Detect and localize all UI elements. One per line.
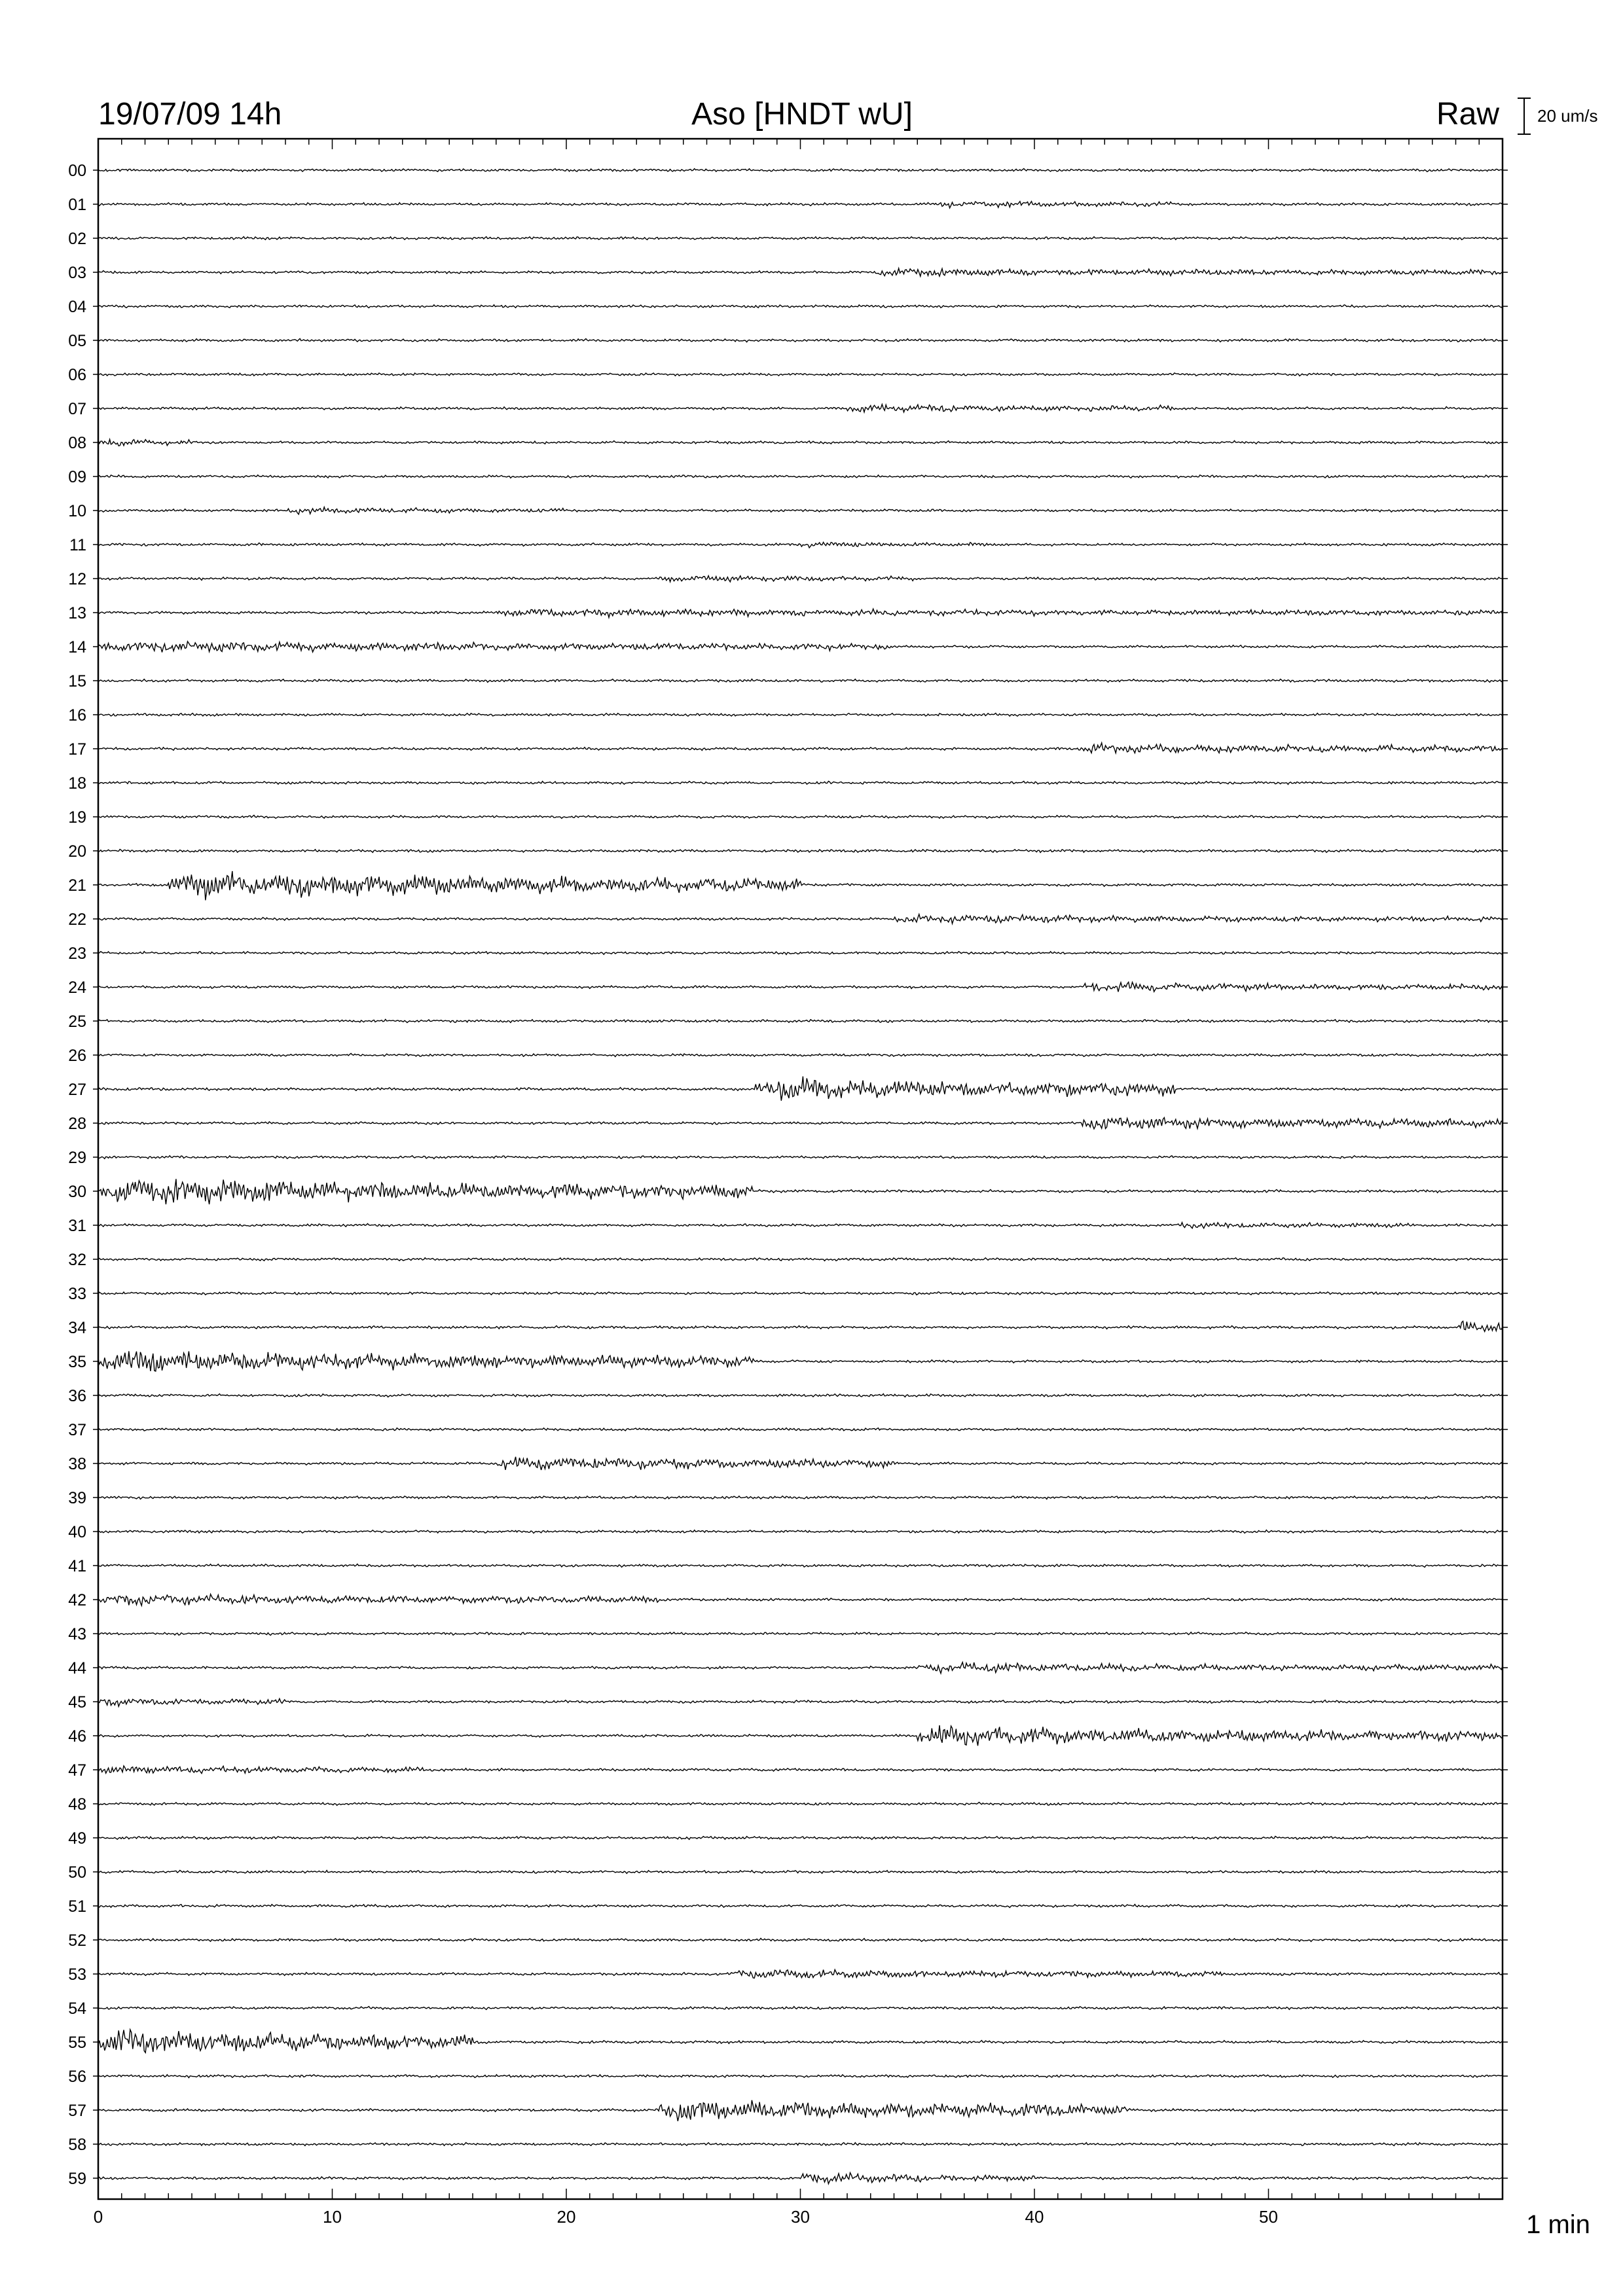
row-label-25: 25 <box>68 1013 86 1031</box>
row-label-56: 56 <box>68 2068 86 2086</box>
row-label-57: 57 <box>68 2102 86 2120</box>
row-label-14: 14 <box>68 638 86 656</box>
row-label-49: 49 <box>68 1829 86 1848</box>
row-label-00: 00 <box>68 162 86 180</box>
row-label-40: 40 <box>68 1523 86 1541</box>
row-label-16: 16 <box>68 706 86 725</box>
row-label-31: 31 <box>68 1217 86 1235</box>
row-label-39: 39 <box>68 1489 86 1507</box>
row-label-44: 44 <box>68 1659 86 1677</box>
row-label-38: 38 <box>68 1455 86 1473</box>
row-label-55: 55 <box>68 2034 86 2052</box>
row-label-06: 06 <box>68 366 86 384</box>
row-label-32: 32 <box>68 1251 86 1269</box>
row-label-15: 15 <box>68 672 86 691</box>
row-label-29: 29 <box>68 1149 86 1167</box>
row-label-09: 09 <box>68 468 86 486</box>
row-label-48: 48 <box>68 1795 86 1814</box>
x-axis-unit-label: 1 min <box>1526 2210 1590 2239</box>
row-label-20: 20 <box>68 842 86 861</box>
row-label-27: 27 <box>68 1081 86 1099</box>
row-label-18: 18 <box>68 774 86 793</box>
row-label-52: 52 <box>68 1931 86 1950</box>
row-label-50: 50 <box>68 1863 86 1882</box>
row-label-26: 26 <box>68 1047 86 1065</box>
x-tick-label-30: 30 <box>791 2207 810 2227</box>
mode-label: Raw <box>1436 97 1499 132</box>
row-label-08: 08 <box>68 434 86 452</box>
row-label-33: 33 <box>68 1285 86 1303</box>
row-label-51: 51 <box>68 1897 86 1916</box>
row-label-04: 04 <box>68 298 86 316</box>
row-label-13: 13 <box>68 604 86 622</box>
row-label-43: 43 <box>68 1625 86 1643</box>
row-label-28: 28 <box>68 1115 86 1133</box>
row-label-01: 01 <box>68 196 86 214</box>
row-label-58: 58 <box>68 2136 86 2154</box>
row-label-37: 37 <box>68 1421 86 1439</box>
row-label-10: 10 <box>68 502 86 520</box>
row-label-46: 46 <box>68 1727 86 1746</box>
row-label-22: 22 <box>68 910 86 929</box>
row-label-34: 34 <box>68 1319 86 1337</box>
row-label-03: 03 <box>68 264 86 282</box>
row-label-02: 02 <box>68 230 86 248</box>
x-tick-label-10: 10 <box>323 2207 342 2227</box>
station-title: Aso [HNDT wU] <box>691 97 913 132</box>
x-tick-label-20: 20 <box>556 2207 576 2227</box>
row-label-42: 42 <box>68 1591 86 1609</box>
x-tick-label-0: 0 <box>93 2207 103 2227</box>
x-tick-label-50: 50 <box>1259 2207 1278 2227</box>
row-label-11: 11 <box>69 536 86 554</box>
x-tick-label-40: 40 <box>1025 2207 1044 2227</box>
scale-label: 20 um/s <box>1537 106 1598 126</box>
datetime-label: 19/07/09 14h <box>98 97 282 132</box>
row-label-07: 07 <box>68 400 86 418</box>
row-label-19: 19 <box>68 808 86 827</box>
row-label-05: 05 <box>68 332 86 350</box>
row-label-45: 45 <box>68 1693 86 1712</box>
row-label-59: 59 <box>68 2170 86 2188</box>
row-label-41: 41 <box>68 1557 86 1575</box>
row-label-23: 23 <box>68 944 86 963</box>
row-label-17: 17 <box>68 740 86 759</box>
row-label-47: 47 <box>68 1761 86 1780</box>
row-label-53: 53 <box>68 1965 86 1984</box>
row-label-21: 21 <box>68 876 86 895</box>
row-label-36: 36 <box>68 1387 86 1405</box>
row-label-35: 35 <box>68 1353 86 1371</box>
row-label-12: 12 <box>68 570 86 588</box>
row-label-24: 24 <box>68 978 86 997</box>
row-label-30: 30 <box>68 1183 86 1201</box>
row-label-54: 54 <box>68 2000 86 2018</box>
